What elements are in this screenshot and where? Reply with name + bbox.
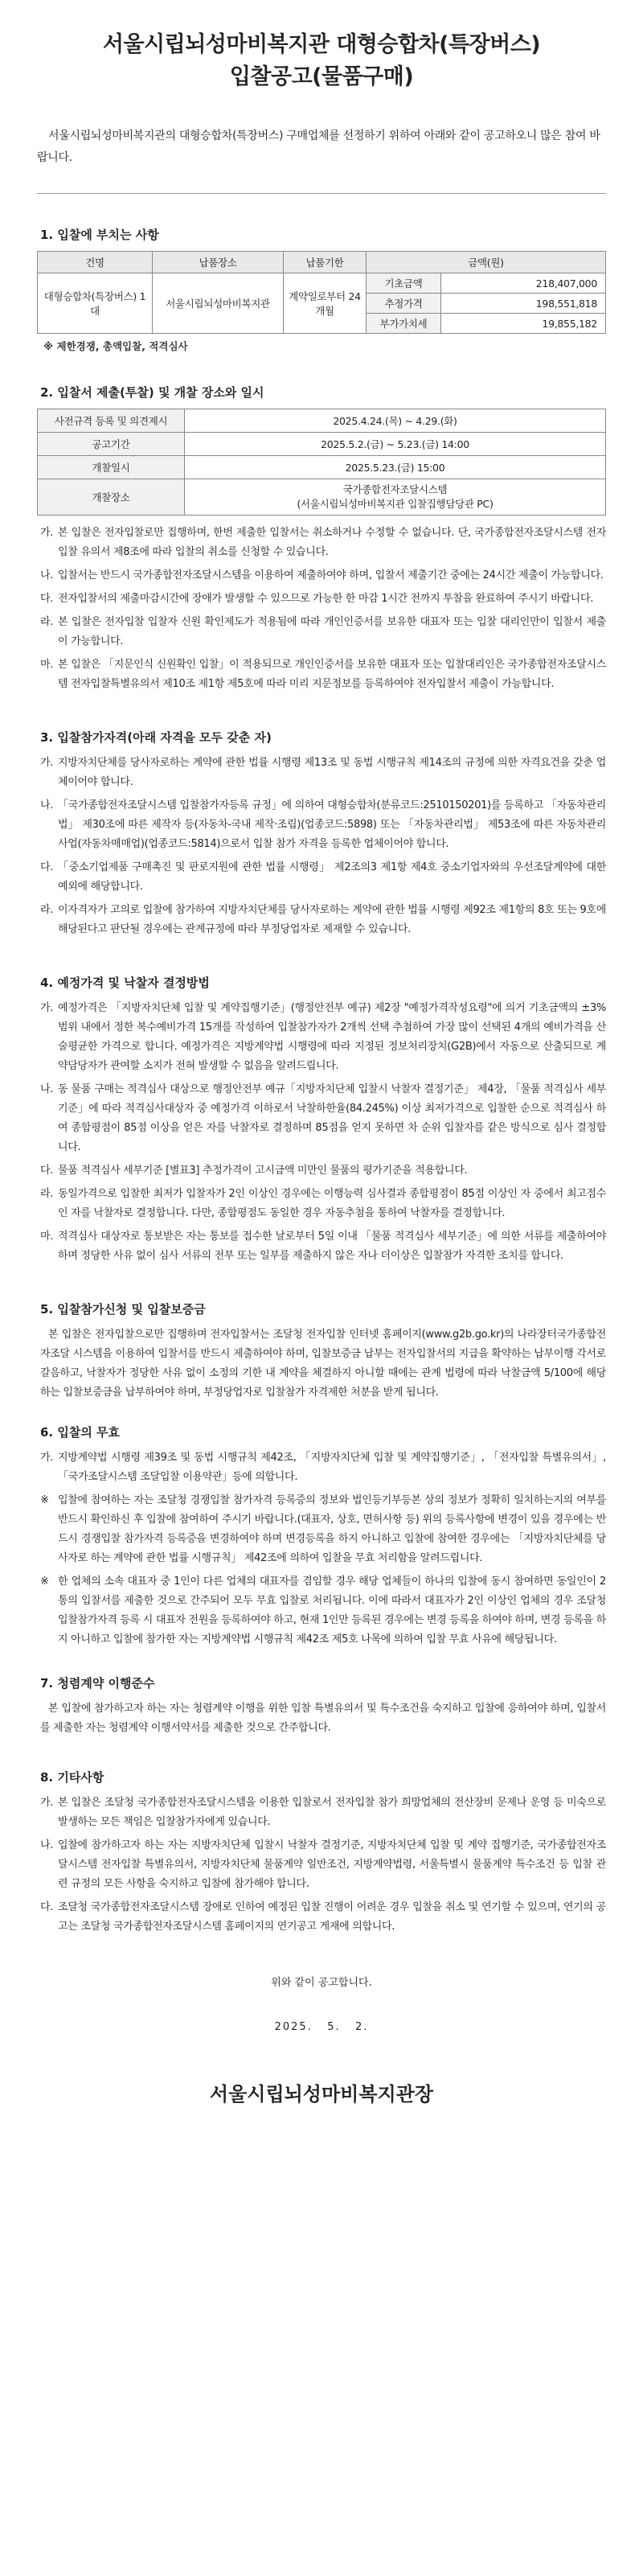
list-item: 나. 입찰에 참가하고자 하는 자는 지방자치단체 입찰시 낙찰자 결정기준, 지방자치단체 입찰 및 계약 집행기준, 국가종합전자조달시스템 전자입찰 특별유의서, 지방자치단체 물품계약 일반조건, 지방계약법령, 서울특별시 물품계약 특수조건 등 입찰 관련 규정의 모든 사항을 숙지하고 입찰에 참가해야 합니다. bbox=[40, 1839, 606, 1890]
section6-items bbox=[37, 1448, 606, 1650]
schedule-table bbox=[37, 409, 606, 516]
schedule-value: 2025.5.2.(금) ~ 5.23.(금) 14:00 bbox=[185, 433, 606, 456]
col-header-name: 건명 bbox=[38, 252, 153, 273]
list-item: 가. 지방자치단체를 당사자로하는 계약에 관한 법률 시행령 제13조 및 동법 시행규칙 제14조의 규정에 의한 자격요건을 갖춘 업체이어야 합니다. bbox=[40, 757, 606, 788]
list-item: 라. 본 입찰은 전자입찰 입찰자 신원 확인제도가 적용됨에 따라 개인인증서를 보유한 대표자 또는 입찰 대리인만이 입찰서 제출이 가능합니다. bbox=[40, 616, 606, 647]
closing-text: 위와 같이 공고합니다. bbox=[271, 1977, 372, 1989]
amount-label: 기초금액 bbox=[367, 273, 441, 294]
amount-value: 198,551,818 bbox=[441, 294, 606, 314]
section8-items bbox=[37, 1793, 606, 1937]
list-item: 다. 전자입찰서의 제출마감시간에 장애가 발생할 수 있으므로 가능한 한 마감 1시간 전까지 투찰을 완료하여 주시기 바랍니다. bbox=[40, 593, 594, 605]
section1-heading: 1. 입찰에 부치는 사항 bbox=[40, 228, 159, 242]
list-item: 가. 본 입찰은 조달청 국가종합전자조달시스템을 이용한 입찰로서 전자입찰 참가 희망업체의 전산장비 문제나 운영 등 미숙으로 발생하는 모든 책임은 입찰참가자에게 있습니다. bbox=[40, 1797, 606, 1828]
place-cell: 서울시립뇌성마비복지관 bbox=[153, 273, 284, 334]
col-header-amount: 금액(원) bbox=[367, 252, 606, 273]
section2-heading: 2. 입찰서 제출(투찰) 및 개찰 장소와 일시 bbox=[40, 385, 264, 400]
place-line1: 국가종합전자조달시스템 bbox=[342, 483, 448, 495]
list-item: 나. 입찰서는 반드시 국가종합전자조달시스템을 이용하여 제출하여야 하며, 입찰서 제출기간 중에는 24시간 제출이 가능합니다. bbox=[40, 569, 604, 581]
section3-heading: 3. 입찰참가자격(아래 자격을 모두 갖춘 자) bbox=[40, 730, 272, 745]
section5-text: 본 입찰은 전자입찰으로만 집행하며 전자입찰서는 조달청 전자입찰 인터넷 홈페이지(www.g2b.go.kr)의 나라장터국가종합전자조달 시스템을 이용하여 입찰서를 반드시 제출하여야 하며, 입찰보증금 납부는 전자입찰서의 지급을 확약하는 납부이행 각서로 갈음하고, 낙찰자가 정당한 사유 없이 소정의 기한 내 계약을 체결하지 아니할 때에는 관계 법령에 따라 낙찰금액 5/100에 해당하는 입찰보증금을 납부하여야 하며, 부정당업자로 입찰참가 자격제한 처분을 받게 됩니다. bbox=[40, 1329, 606, 1399]
section7-text: 본 입찰에 참가하고자 하는 자는 청렴계약 이행을 위한 입찰 특별유의서 및 특수조건을 숙지하고 입찰에 응하여야 하며, 입찰서를 제출한 자는 청렴계약 이행서약서를 제출한 것으로 간주합니다. bbox=[40, 1703, 606, 1734]
list-item: 가. 본 입찰은 전자입찰로만 집행하며, 한번 제출한 입찰서는 취소하거나 수정할 수 없습니다. 단, 국가종합전자조달시스템 전자입찰 유의서 제8조에 따라 입찰의 취소를 신청할 수 있습니다. bbox=[40, 527, 606, 558]
list-item: ※ 입찰에 참여하는 자는 조달청 경쟁입찰 참가자격 등록증의 정보와 법인등기부등본 상의 정보가 정확히 일치하는지의 여부를 반드시 확인하신 후 입찰에 참여하여 주시기 바랍니다.(대표자, 상호, 면허사항 등) 위의 등록사항에 변경이 있을 경우에는 반드시 경쟁입찰 참가자격 등록증을 변경하여야 하며 변경등록을 하지 아니하고 입찰에 참여한 경우에는 「지방자치단체를 당사자로 하는 계약에 관한 법률 시행규칙」 제42조에 의하여 입찰을 무효 처리함을 알려드립니다. bbox=[40, 1494, 606, 1564]
list-item: 라. 동일가격으로 입찰한 최저가 입찰자가 2인 이상인 경우에는 이행능력 심사결과 종합평점이 85점 이상인 자 중에서 최고점수인 자를 낙찰자로 결정합니다. 다만, 종합평점도 동일한 경우 자동추첨을 통하여 낙찰자를 결정합니다. bbox=[40, 1188, 606, 1219]
col-header-deadline: 납품기한 bbox=[284, 252, 367, 273]
schedule-label: 개찰일시 bbox=[38, 456, 185, 479]
amount-label: 부가가치세 bbox=[367, 314, 441, 334]
list-item: ※ 한 업체의 소속 대표자 중 1인이 다른 업체의 대표자를 겸임할 경우 해당 업체들이 하나의 입찰에 동시 참여하면 동일인이 2통의 입찰서를 제출한 것으로 간주되어 모두 무효 입찰로 처리됩니다. 이에 따라서 대표자가 2인 이상인 업체의 경우 조달청 입찰참가자격 등록 시 대표자 전원을 등록하여야 하고, 현재 1인만 등록된 경우에는 변경 등록을 하여야 하며, 변경 등록을 하지 아니하고 입찰에 참가한 자는 지방계약법 시행규칙 제42조 제5호 나목에 의하여 입찰 무효 사유에 해당됩니다. bbox=[40, 1576, 606, 1645]
bid-items-table bbox=[37, 251, 606, 334]
announcement-date: 2025. 5. 2. bbox=[274, 2021, 369, 2033]
col-header-place: 납품장소 bbox=[153, 252, 284, 273]
title-line2: 입찰공고(물품구매) bbox=[229, 64, 414, 89]
amount-label: 추정가격 bbox=[367, 294, 441, 314]
section3-items bbox=[37, 754, 606, 939]
list-item: 다. 「중소기업제품 구매촉진 및 판로지원에 관한 법률 시행령」 제2조의3 제1항 제4호 중소기업자와의 우선조달계약에 대한 예외에 해당합니다. bbox=[40, 861, 606, 893]
section5-heading: 5. 입찰참가신청 및 입찰보증금 bbox=[40, 1302, 206, 1317]
intro-text: 서울시립뇌성마비복지관의 대형승합차(특장버스) 구매업체를 선정하기 위하여 아래와 같이 공고하오니 많은 참여 바랍니다. bbox=[37, 129, 600, 164]
list-item: 다. 물품 적격심사 세부기준 [별표3] 추정가격이 고시금액 미만인 물품의 평가기준을 적용합니다. bbox=[40, 1165, 468, 1177]
divider bbox=[37, 193, 606, 194]
deadline-cell: 계약일로부터 24개월 bbox=[284, 273, 367, 334]
schedule-value: 2025.4.24.(목) ~ 4.29.(화) bbox=[185, 409, 606, 433]
section4-heading: 4. 예정가격 및 낙찰자 결정방법 bbox=[40, 976, 210, 990]
schedule-label: 개찰장소 bbox=[38, 479, 185, 516]
schedule-label: 공고기간 bbox=[38, 433, 185, 456]
title-line1: 서울시립뇌성마비복지관 대형승합차(특장버스) bbox=[102, 32, 541, 57]
list-item: 다. 조달청 국가종합전자조달시스템 장애로 인하여 예정된 입찰 진행이 어려운 경우 입찰을 취소 및 연기할 수 있으며, 연기의 공고는 조달청 국가종합전자조달시스템 홈페이지의 연기공고 게재에 의합니다. bbox=[40, 1901, 606, 1933]
amount-value: 19,855,182 bbox=[441, 314, 606, 334]
section6-heading: 6. 입찰의 무효 bbox=[40, 1425, 121, 1440]
bid-type-note: ※ 제한경쟁, 총액입찰, 적격심사 bbox=[43, 340, 188, 352]
list-item: 마. 적격심사 대상자로 통보받은 자는 통보를 접수한 날로부터 5일 이내 「물품 적격심사 세부기준」에 의한 서류를 제출하여야 하며 정당한 사유 없이 심사 서류의 전부 또는 일부를 제출하지 않은 자나 더이상은 입찰참가 자격한 조치를 합니다. bbox=[40, 1230, 606, 1262]
list-item: 마. 본 입찰은 「지문인식 신원확인 입찰」이 적용되므로 개인인증서를 보유한 대표자 또는 입찰대리인은 국가종합전자조달시스템 전자입찰특별유의서 제10조 제1항 제5호에 따라 미리 지문정보를 등록하여야 전자입찰서 제출이 가능합니다. bbox=[40, 659, 606, 690]
section4-items bbox=[37, 999, 606, 1266]
list-item: 나. 동 물품 구매는 적격심사 대상으로 행정안전부 예규「지방자치단체 입찰시 낙찰자 결정기준」 제4장, 「물품 적격심사 세부기준」에 따라 적격심사대상자 중 예정가격 이하로서 낙찰하한율(84.245%) 이상 최저가격으로 입찰한 순으로 적격심사 하여 종합평점이 85점 이상을 얻은 자를 낙찰자로 결정하며 85점을 얻지 못하면 차 순위 입찰자를 같은 방식으로 심사 결정합니다. bbox=[40, 1083, 606, 1153]
section2-items bbox=[37, 524, 606, 694]
place-line2: (서울시립뇌성마비복지관 입찰집행담당관 PC) bbox=[297, 498, 494, 510]
schedule-value: 2025.5.23.(금) 15:00 bbox=[185, 456, 606, 479]
organization-signature: 서울시립뇌성마비복지관장 bbox=[209, 2083, 434, 2106]
schedule-label: 사전규격 등록 및 의견제시 bbox=[38, 409, 185, 433]
schedule-value-place bbox=[185, 479, 606, 516]
list-item: 라. 이자격자가 고의로 입찰에 참가하여 지방자치단체를 당사자로하는 계약에 관한 법률 시행령 제92조 제1항의 8호 또는 9호에 해당된다고 판단될 경우에는 관계규정에 따라 부정당업자로 제재할 수 있습니다. bbox=[40, 904, 606, 935]
item-name-cell: 대형승합차(특장버스) 1대 bbox=[38, 273, 153, 334]
list-item: 가. 지방계약법 시행령 제39조 및 동법 시행규칙 제42조, 「지방자치단체 입찰 및 계약집행기준」, 「전자입찰 특별유의서」, 「국가조달시스템 조달입찰 이용약관」등에 의합니다. bbox=[40, 1452, 606, 1483]
section7-heading: 7. 청렴계약 이행준수 bbox=[40, 1676, 155, 1691]
list-item: 가. 예정가격은 「지방자치단체 입찰 및 계약집행기준」(행정안전부 예규) 제2장 "예정가격작성요령"에 의거 기초금액의 ±3%범위 내에서 정한 복수예비가격 15개를 작성하여 입찰참가자가 2개씩 선택 추첨하여 가장 많이 선택된 4개의 예비가격을 산술평균한 가격으로 합니다. 예정가격은 지방계약법 시행령에 따라 지정된 정보처리장치(G2B)에서 자동으로 산출되므로 계약담당자가 관여할 소지가 전혀 발생할 수 없음을 알려드립니다. bbox=[40, 1002, 606, 1072]
section8-heading: 8. 기타사항 bbox=[40, 1770, 104, 1785]
amount-value: 218,407,000 bbox=[441, 273, 606, 294]
list-item: 나. 「국가종합전자조달시스템 입찰참가자등록 규정」에 의하여 대형승합차(분류코드:2510150201)를 등록하고 「자동차관리법」 제30조에 따른 제작자 등(자동차-국내 제작·조립)(업종코드:5898) 또는 「자동차관리법」 제53조에 따른 자동차관리사업(자동차매매업)(업종코드:5814)으로서 입찰 참가 자격을 등록한 업체이어야 합니다. bbox=[40, 799, 606, 850]
